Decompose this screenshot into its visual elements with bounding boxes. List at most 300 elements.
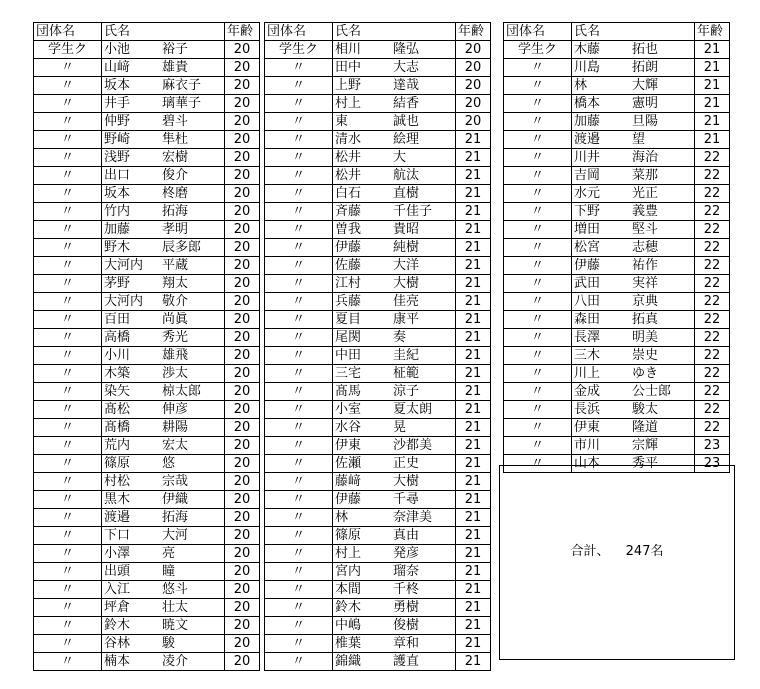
last-name-cell: 坂本 [102, 77, 161, 95]
last-name-cell: 鈴木 [102, 617, 161, 635]
first-name-cell: ゆき [630, 365, 695, 383]
table-row [265, 113, 491, 131]
table-row [34, 311, 260, 329]
age-cell: 20 [225, 329, 260, 347]
first-name-cell: 宗輝 [630, 437, 695, 455]
age-cell: 21 [456, 167, 491, 185]
first-name-cell: 宗哉 [160, 473, 225, 491]
first-name-cell: 光正 [630, 185, 695, 203]
header-name: 氏名 [102, 23, 161, 41]
header-row [265, 23, 491, 41]
first-name-cell: 璃華子 [160, 95, 225, 113]
roster-table-3 [503, 22, 730, 473]
age-cell: 21 [456, 509, 491, 527]
age-cell: 20 [225, 149, 260, 167]
first-name-cell: 沙都美 [391, 437, 456, 455]
age-cell: 20 [456, 59, 491, 77]
table-row [504, 383, 730, 401]
first-name-cell: 俊樹 [391, 617, 456, 635]
group-cell: 〃 [504, 419, 572, 437]
last-name-cell: 長浜 [572, 401, 631, 419]
table-row [34, 293, 260, 311]
table-row [34, 545, 260, 563]
group-cell: 〃 [34, 437, 102, 455]
group-cell: 〃 [34, 77, 102, 95]
table-row [34, 149, 260, 167]
first-name-cell: 壮太 [160, 599, 225, 617]
age-cell: 21 [456, 185, 491, 203]
group-cell: 〃 [265, 437, 333, 455]
first-name-cell: 大志 [391, 59, 456, 77]
group-cell: 〃 [34, 329, 102, 347]
age-cell: 22 [695, 347, 730, 365]
table-row [504, 401, 730, 419]
table-row [265, 545, 491, 563]
first-name-cell: 隼杜 [160, 131, 225, 149]
age-cell: 20 [225, 581, 260, 599]
table-row [265, 527, 491, 545]
table-row [265, 41, 491, 59]
group-cell: 〃 [34, 59, 102, 77]
table-row [265, 275, 491, 293]
table-row [265, 491, 491, 509]
group-cell: 〃 [504, 365, 572, 383]
last-name-cell: 大河内 [102, 293, 161, 311]
age-cell: 20 [225, 437, 260, 455]
group-cell: 〃 [265, 275, 333, 293]
table-row [265, 239, 491, 257]
group-cell: 〃 [504, 275, 572, 293]
group-cell: 〃 [265, 653, 333, 671]
age-cell: 21 [456, 347, 491, 365]
age-cell: 22 [695, 383, 730, 401]
table-row [34, 167, 260, 185]
last-name-cell: 下口 [102, 527, 161, 545]
group-cell: 〃 [265, 419, 333, 437]
age-cell: 20 [225, 239, 260, 257]
age-cell: 20 [225, 311, 260, 329]
age-cell: 21 [456, 617, 491, 635]
table-row [265, 473, 491, 491]
first-name-cell: 志穂 [630, 239, 695, 257]
last-name-cell: 加藤 [572, 113, 631, 131]
age-cell: 21 [695, 131, 730, 149]
table-row [34, 59, 260, 77]
age-cell: 21 [456, 653, 491, 671]
first-name-cell: 旦陽 [630, 113, 695, 131]
age-cell: 21 [456, 599, 491, 617]
table-row [34, 419, 260, 437]
group-cell: 〃 [265, 581, 333, 599]
last-name-cell: 小澤 [102, 545, 161, 563]
age-cell: 21 [456, 131, 491, 149]
group-cell: 〃 [504, 347, 572, 365]
table-row [265, 77, 491, 95]
group-cell: 〃 [504, 437, 572, 455]
header-group: 団体名 [265, 23, 333, 41]
age-cell: 20 [456, 95, 491, 113]
age-cell: 20 [225, 383, 260, 401]
first-name-cell: 拓真 [630, 311, 695, 329]
group-cell: 〃 [265, 329, 333, 347]
first-name-cell: 秀平 [630, 455, 695, 473]
first-name-cell: 伸彦 [160, 401, 225, 419]
first-name-cell: 望 [630, 131, 695, 149]
table-row [265, 455, 491, 473]
table-row [265, 563, 491, 581]
group-cell: 〃 [265, 635, 333, 653]
age-cell: 22 [695, 203, 730, 221]
first-name-cell: 宏太 [160, 437, 225, 455]
table-row [265, 257, 491, 275]
first-name-cell: 翔太 [160, 275, 225, 293]
group-cell: 〃 [265, 203, 333, 221]
age-cell: 21 [456, 149, 491, 167]
last-name-cell: 高橋 [102, 329, 161, 347]
first-name-cell: 雄飛 [160, 347, 225, 365]
group-cell: 〃 [34, 293, 102, 311]
group-cell: 〃 [504, 131, 572, 149]
group-cell: 〃 [34, 95, 102, 113]
first-name-cell: 隆道 [630, 419, 695, 437]
group-cell: 〃 [504, 167, 572, 185]
age-cell: 20 [225, 599, 260, 617]
last-name-cell: 渡邉 [572, 131, 631, 149]
last-name-cell: 佐藤 [333, 257, 392, 275]
table-row [504, 167, 730, 185]
age-cell: 22 [695, 167, 730, 185]
table-row [265, 509, 491, 527]
last-name-cell: 中嶋 [333, 617, 392, 635]
table-row [34, 473, 260, 491]
age-cell: 21 [456, 257, 491, 275]
last-name-cell: 林 [572, 77, 631, 95]
group-cell: 〃 [265, 617, 333, 635]
last-name-cell: 山本 [572, 455, 631, 473]
age-cell: 23 [695, 437, 730, 455]
age-cell: 21 [456, 581, 491, 599]
first-name-cell: 護直 [391, 653, 456, 671]
first-name-cell: 麻衣子 [160, 77, 225, 95]
group-cell: 〃 [504, 185, 572, 203]
last-name-cell: 渡邉 [102, 509, 161, 527]
last-name-cell: 武田 [572, 275, 631, 293]
group-cell: 〃 [34, 491, 102, 509]
age-cell: 20 [225, 275, 260, 293]
first-name-cell: 大河 [160, 527, 225, 545]
last-name-cell: 村松 [102, 473, 161, 491]
age-cell: 21 [456, 527, 491, 545]
first-name-cell: 憲明 [630, 95, 695, 113]
group-cell: 〃 [34, 203, 102, 221]
table-row [504, 347, 730, 365]
last-name-cell: 篠原 [102, 455, 161, 473]
age-cell: 20 [225, 185, 260, 203]
group-cell: 〃 [265, 113, 333, 131]
table-row [34, 383, 260, 401]
group-cell: 〃 [504, 77, 572, 95]
group-cell: 〃 [265, 347, 333, 365]
age-cell: 20 [225, 59, 260, 77]
age-cell: 20 [225, 563, 260, 581]
last-name-cell: 水元 [572, 185, 631, 203]
first-name-cell: 耕陽 [160, 419, 225, 437]
header-name: 氏名 [572, 23, 631, 41]
last-name-cell: 三木 [572, 347, 631, 365]
last-name-cell: 水谷 [333, 419, 392, 437]
age-cell: 21 [456, 635, 491, 653]
roster-table-2 [264, 22, 491, 671]
first-name-cell: 圭紀 [391, 347, 456, 365]
first-name-cell: 菜那 [630, 167, 695, 185]
last-name-cell: 野崎 [102, 131, 161, 149]
group-cell: 〃 [504, 203, 572, 221]
age-cell: 22 [695, 221, 730, 239]
table-row [504, 77, 730, 95]
last-name-cell: 仲野 [102, 113, 161, 131]
table-row [265, 635, 491, 653]
first-name-cell: 章和 [391, 635, 456, 653]
last-name-cell: 兵藤 [333, 293, 392, 311]
group-cell: 〃 [265, 95, 333, 113]
group-cell: 〃 [504, 311, 572, 329]
table-row [265, 599, 491, 617]
first-name-cell: 駿 [160, 635, 225, 653]
table-row [34, 239, 260, 257]
group-cell: 〃 [265, 491, 333, 509]
group-cell: 〃 [34, 275, 102, 293]
age-cell: 20 [225, 527, 260, 545]
first-name-cell: 明美 [630, 329, 695, 347]
group-cell: 〃 [265, 239, 333, 257]
group-cell: 〃 [34, 239, 102, 257]
age-cell: 20 [225, 635, 260, 653]
table-row [265, 311, 491, 329]
header-row [504, 23, 730, 41]
last-name-cell: 相川 [333, 41, 392, 59]
age-cell: 22 [695, 149, 730, 167]
first-name-cell: 伊織 [160, 491, 225, 509]
table-row [265, 293, 491, 311]
age-cell: 22 [695, 185, 730, 203]
last-name-cell: 錦織 [333, 653, 392, 671]
first-name-cell: 発彦 [391, 545, 456, 563]
age-cell: 20 [225, 653, 260, 671]
group-cell: 〃 [504, 257, 572, 275]
group-cell: 〃 [265, 473, 333, 491]
group-cell: 〃 [34, 653, 102, 671]
first-name-cell: 海治 [630, 149, 695, 167]
group-cell: 〃 [504, 149, 572, 167]
last-name-cell: 夏目 [333, 311, 392, 329]
age-cell: 21 [456, 203, 491, 221]
first-name-cell: 拓海 [160, 203, 225, 221]
last-name-cell: 加藤 [102, 221, 161, 239]
group-cell: 〃 [34, 599, 102, 617]
table-row [265, 131, 491, 149]
table-row [265, 383, 491, 401]
table-row [34, 257, 260, 275]
age-cell: 21 [456, 221, 491, 239]
table-row [34, 221, 260, 239]
first-name-cell: 涼子 [391, 383, 456, 401]
table-row [34, 41, 260, 59]
group-cell: 〃 [265, 149, 333, 167]
last-name-cell: 谷林 [102, 635, 161, 653]
first-name-cell: 拓朗 [630, 59, 695, 77]
last-name-cell: 中田 [333, 347, 392, 365]
header-age: 年齢 [225, 23, 260, 41]
age-cell: 20 [225, 545, 260, 563]
group-cell: 〃 [265, 365, 333, 383]
group-cell: 〃 [265, 59, 333, 77]
first-name-cell: 椋太郎 [160, 383, 225, 401]
first-name-cell: 純樹 [391, 239, 456, 257]
age-cell: 21 [456, 401, 491, 419]
last-name-cell: 尾関 [333, 329, 392, 347]
first-name-cell: 実祥 [630, 275, 695, 293]
age-cell: 21 [456, 383, 491, 401]
age-cell: 20 [225, 455, 260, 473]
age-cell: 22 [695, 239, 730, 257]
age-cell: 20 [225, 257, 260, 275]
age-cell: 20 [225, 617, 260, 635]
last-name-cell: 市川 [572, 437, 631, 455]
group-cell: 〃 [504, 401, 572, 419]
table-row [265, 581, 491, 599]
age-cell: 20 [225, 473, 260, 491]
table-row [265, 329, 491, 347]
first-name-cell: 誠也 [391, 113, 456, 131]
group-cell: 〃 [34, 563, 102, 581]
table-row [504, 221, 730, 239]
first-name-cell: 公士郎 [630, 383, 695, 401]
table-row [34, 617, 260, 635]
first-name-cell: 柾範 [391, 365, 456, 383]
group-cell: 〃 [265, 599, 333, 617]
age-cell: 21 [456, 275, 491, 293]
first-name-cell: 千柊 [391, 581, 456, 599]
table-row [504, 293, 730, 311]
group-cell: 〃 [34, 221, 102, 239]
group-cell: 〃 [265, 545, 333, 563]
last-name-cell: 木築 [102, 365, 161, 383]
last-name-cell: 本間 [333, 581, 392, 599]
last-name-cell: 大河内 [102, 257, 161, 275]
first-name-cell: 康平 [391, 311, 456, 329]
age-cell: 20 [456, 77, 491, 95]
last-name-cell: 出頭 [102, 563, 161, 581]
age-cell: 20 [225, 509, 260, 527]
last-name-cell: 小川 [102, 347, 161, 365]
table-row [265, 95, 491, 113]
age-cell: 21 [456, 491, 491, 509]
table-row [34, 563, 260, 581]
header-blank [630, 23, 695, 41]
group-cell: 〃 [504, 455, 572, 473]
first-name-cell: 貴昭 [391, 221, 456, 239]
last-name-cell: 林 [333, 509, 392, 527]
age-cell: 21 [456, 329, 491, 347]
roster-table-1 [33, 22, 260, 671]
group-cell: 〃 [504, 293, 572, 311]
first-name-cell: 裕子 [160, 41, 225, 59]
first-name-cell: 千佳子 [391, 203, 456, 221]
table-row [265, 365, 491, 383]
group-cell: 学生ク [504, 41, 572, 59]
last-name-cell: 荒内 [102, 437, 161, 455]
table-row [504, 329, 730, 347]
age-cell: 20 [456, 113, 491, 131]
group-cell: 〃 [34, 617, 102, 635]
last-name-cell: 吉岡 [572, 167, 631, 185]
table-row [504, 149, 730, 167]
last-name-cell: 清水 [333, 131, 392, 149]
last-name-cell: 椎葉 [333, 635, 392, 653]
last-name-cell: 篠原 [333, 527, 392, 545]
last-name-cell: 髙馬 [333, 383, 392, 401]
table-row [265, 149, 491, 167]
first-name-cell: 尚眞 [160, 311, 225, 329]
table-row [34, 509, 260, 527]
group-cell: 学生ク [34, 41, 102, 59]
last-name-cell: 山﨑 [102, 59, 161, 77]
first-name-cell: 京典 [630, 293, 695, 311]
last-name-cell: 長澤 [572, 329, 631, 347]
group-cell: 〃 [265, 563, 333, 581]
header-group: 団体名 [504, 23, 572, 41]
group-cell: 〃 [504, 383, 572, 401]
table-row [34, 599, 260, 617]
last-name-cell: 村上 [333, 95, 392, 113]
table-row [34, 275, 260, 293]
age-cell: 20 [225, 203, 260, 221]
age-cell: 21 [695, 41, 730, 59]
age-cell: 21 [456, 239, 491, 257]
table-row [265, 401, 491, 419]
first-name-cell: 航汰 [391, 167, 456, 185]
group-cell: 〃 [504, 113, 572, 131]
last-name-cell: 佐瀬 [333, 455, 392, 473]
age-cell: 22 [695, 419, 730, 437]
group-cell: 〃 [34, 401, 102, 419]
header-group: 団体名 [34, 23, 102, 41]
table-row [504, 419, 730, 437]
age-cell: 20 [225, 77, 260, 95]
last-name-cell: 浅野 [102, 149, 161, 167]
last-name-cell: 入江 [102, 581, 161, 599]
first-name-cell: 結香 [391, 95, 456, 113]
table-row [504, 311, 730, 329]
header-age: 年齢 [456, 23, 491, 41]
last-name-cell: 竹内 [102, 203, 161, 221]
total-label: 合計、 [570, 544, 610, 559]
first-name-cell: 俊介 [160, 167, 225, 185]
group-cell: 〃 [265, 77, 333, 95]
header-blank [391, 23, 456, 41]
first-name-cell: 隆弘 [391, 41, 456, 59]
age-cell: 21 [456, 311, 491, 329]
header-age: 年齢 [695, 23, 730, 41]
age-cell: 21 [456, 545, 491, 563]
group-cell: 〃 [34, 509, 102, 527]
group-cell: 〃 [34, 311, 102, 329]
first-name-cell: 平蔵 [160, 257, 225, 275]
first-name-cell: 奈津美 [391, 509, 456, 527]
age-cell: 20 [225, 293, 260, 311]
table-row [265, 617, 491, 635]
last-name-cell: 下野 [572, 203, 631, 221]
